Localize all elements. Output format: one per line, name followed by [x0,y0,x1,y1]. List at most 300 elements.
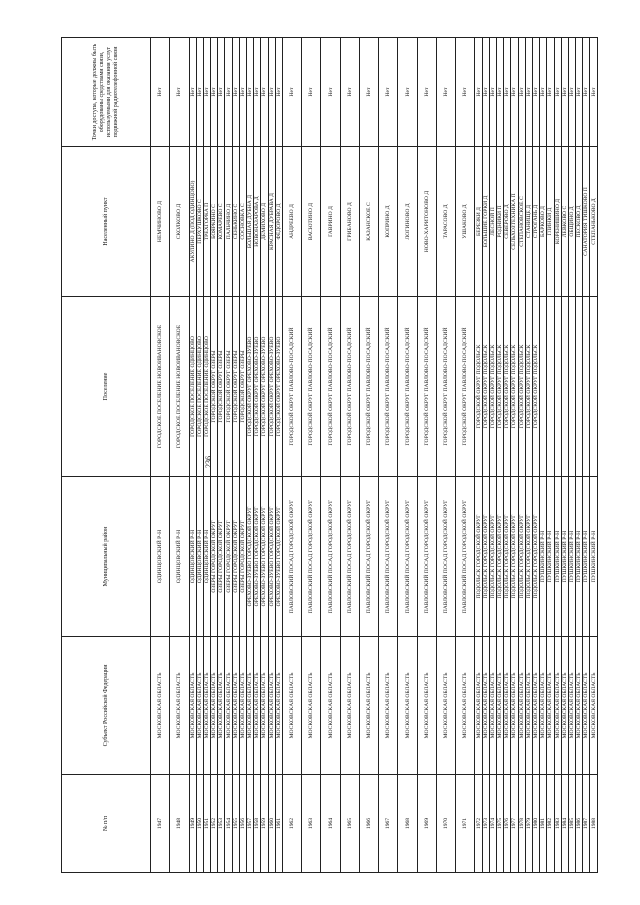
row-district: ОДИНЦОВСКИЙ Р-Н [196,477,203,637]
row-number: 1974 [489,775,496,873]
row-locality: БОЛЬШАЯ ДУБНА Д [247,147,254,297]
row-settlement: ГОРОДСКОЙ ОКРУГ ПАВЛОВО-ПОСАДСКИЙ [398,297,417,477]
row-subject: МОСКОВСКАЯ ОБЛАСТЬ [417,637,436,775]
row-number: 1953 [218,775,225,873]
row-subject: МОСКОВСКАЯ ОБЛАСТЬ [239,637,246,775]
row-number: 1969 [417,775,436,873]
row-answer: Нет [203,38,210,147]
row-settlement: ГОРОДСКОЙ ОКРУГ ПОДОЛЬСК [489,297,496,477]
row-number: 1978 [518,775,525,873]
row-subject: МОСКОВСКАЯ ОБЛАСТЬ [261,637,268,775]
row-settlement: ГОРОДСКОЙ ОКРУГ ОРЕХОВО-ЗУЕВО [261,297,268,477]
row-settlement: ГОРОДСКОЙ ОКРУГ ПОДОЛЬСК [532,297,539,477]
row-settlement: ГОРОДСКОЙ ОКРУГ ОРЕХОВО-ЗУЕВО [268,297,275,477]
row-subject: МОСКОВСКАЯ ОБЛАСТЬ [504,637,511,775]
row-answer: Нет [525,38,532,147]
row-number: 1987 [583,775,590,873]
row-subject: МОСКОВСКАЯ ОБЛАСТЬ [456,637,475,775]
row-subject: МОСКОВСКАЯ ОБЛАСТЬ [561,637,568,775]
row-subject: МОСКОВСКАЯ ОБЛАСТЬ [218,637,225,775]
row-settlement: ГОРОДСКОЙ ОКРУГ ПАВЛОВО-ПОСАДСКИЙ [321,297,340,477]
row-subject: МОСКОВСКАЯ ОБЛАСТЬ [583,637,590,775]
row-locality: ОБЩИНО Д [568,147,575,297]
table-row [268,38,275,873]
row-settlement [583,297,590,477]
row-subject: МОСКОВСКАЯ ОБЛАСТЬ [568,637,575,775]
row-number: 1971 [456,775,475,873]
row-locality: БОЯРКИНО С [211,147,218,297]
row-subject: МОСКОВСКАЯ ОБЛАСТЬ [475,637,482,775]
row-settlement: ГОРОДСКОЙ ОКРУГ ОЗЕРЫ [218,297,225,477]
row-settlement [554,297,561,477]
row-locality: НОВОНАЗАРОВА Д [254,147,261,297]
row-locality: БОЛЬШИЕ ГОРКИ Д [482,147,489,297]
row-district: ПУШКИНСКИЙ Р-Н [590,477,597,637]
row-answer: Нет [254,38,261,147]
row-district: ОРЕХОВО-ЗУЕВО ГОРОДСКОЙ ОКРУГ [254,477,261,637]
row-settlement: ГОРОДСКОЙ ОКРУГ ОЗЕРЫ [211,297,218,477]
row-locality: ФЕДОРОВО Д [275,147,282,297]
table-row [340,38,359,873]
row-subject: МОСКОВСКАЯ ОБЛАСТЬ [540,637,547,775]
row-district: ОЗЕРЫ ГОРОДСКОЙ ОКРУГ [211,477,218,637]
table-row [398,38,417,873]
row-locality: ПЕРХУШКОВО С [196,147,203,297]
row-settlement: ГОРОДСКОЙ ОКРУГ ПОДОЛЬСК [504,297,511,477]
row-number: 1961 [275,775,282,873]
header-num: № п/п [62,775,151,873]
row-district: ПАВЛОВСКИЙ ПОСАД ГОРОДСКОЙ ОКРУГ [321,477,340,637]
row-locality: СЕНЬКИНО С [232,147,239,297]
row-answer: Нет [497,38,504,147]
row-subject: МОСКОВСКАЯ ОБЛАСТЬ [590,637,597,775]
table-row [504,38,511,873]
row-district: ПАВЛОВСКИЙ ПОСАД ГОРОДСКОЙ ОКРУГ [379,477,398,637]
row-number: 1955 [232,775,239,873]
row-answer: Нет [590,38,597,147]
table-row [302,38,321,873]
row-district: ПОДОЛЬСК ГОРОДСКОЙ ОКРУГ [511,477,518,637]
row-district: ПАВЛОВСКИЙ ПОСАД ГОРОДСКОЙ ОКРУГ [359,477,378,637]
row-locality: СЕЛЬХОЗТЕХНИКА П [511,147,518,297]
row-number: 1972 [475,775,482,873]
row-subject: МОСКОВСКАЯ ОБЛАСТЬ [151,637,170,775]
row-district: ПОДОЛЬСК ГОРОДСКОЙ ОКРУГ [489,477,496,637]
table-row [254,38,261,873]
row-settlement: ГОРОДСКОЙ ОКРУГ ОРЕХОВО-ЗУЕВО [275,297,282,477]
row-district: ПОДОЛЬСК ГОРОДСКОЙ ОКРУГ [518,477,525,637]
row-settlement: ГОРОДСКОЙ ОКРУГ ПОДОЛЬСК [518,297,525,477]
row-locality: НОВО-ХАРИТОНОВО Д [417,147,436,297]
row-subject: МОСКОВСКАЯ ОБЛАСТЬ [489,637,496,775]
row-district: ОДИНЦОВСКИЙ Р-Н [170,477,189,637]
row-number: 1981 [540,775,547,873]
row-answer: Нет [532,38,539,147]
row-subject: МОСКОВСКАЯ ОБЛАСТЬ [554,637,561,775]
row-subject: МОСКОВСКАЯ ОБЛАСТЬ [340,637,359,775]
row-locality: БАРКОВО Д [540,147,547,297]
row-subject: МОСКОВСКАЯ ОБЛАСТЬ [254,637,261,775]
row-settlement: ГОРОДСКОЙ ОКРУГ ПОДОЛЬСК [525,297,532,477]
table-row [547,38,554,873]
row-locality: НЕМЧИНОВО Д [151,147,170,297]
row-settlement: ГОРОДСКОЙ ОКРУГ ПАВЛОВО-ПОСАДСКИЙ [302,297,321,477]
row-subject: МОСКОВСКАЯ ОБЛАСТЬ [525,637,532,775]
table-row [321,38,340,873]
row-settlement: ГОРОДСКОЙ ОКРУГ ПАВЛОВО-ПОСАДСКИЙ [456,297,475,477]
row-district: ПОДОЛЬСК ГОРОДСКОЙ ОКРУГ [525,477,532,637]
row-locality: АКУЛИНО Д (ПОД ОДИНЦОВО) [189,147,196,297]
table-row [436,38,455,873]
row-answer: Нет [196,38,203,147]
row-number: 1986 [576,775,583,873]
row-locality: АНДРЕЕВО Д [282,147,301,297]
row-locality: СЕВЕРОВО Д [504,147,511,297]
row-number: 1980 [532,775,539,873]
table-row [532,38,539,873]
row-locality: СТЕПАНЬКОВО Д [590,147,597,297]
row-subject: МОСКОВСКАЯ ОБЛАСТЬ [497,637,504,775]
row-district: ОРЕХОВО-ЗУЕВО ГОРОДСКОЙ ОКРУГ [268,477,275,637]
row-settlement [547,297,554,477]
row-district: ПАВЛОВСКИЙ ПОСАД ГОРОДСКОЙ ОКРУГ [282,477,301,637]
row-district: ПАВЛОВСКИЙ ПОСАД ГОРОДСКОЙ ОКРУГ [417,477,436,637]
row-number: 1984 [561,775,568,873]
page-number: 236 [204,456,213,468]
row-answer: Нет [268,38,275,147]
row-answer: Нет [417,38,436,147]
row-number: 1967 [379,775,398,873]
row-locality: УШАКОВО Д [456,147,475,297]
row-district: ПОДОЛЬСК ГОРОДСКОЙ ОКРУГ [482,477,489,637]
table-row [232,38,239,873]
row-district: ОЗЕРЫ ГОРОДСКОЙ ОКРУГ [218,477,225,637]
table-row [239,38,246,873]
row-number: 1956 [239,775,246,873]
row-district: ПОДОЛЬСК ГОРОДСКОЙ ОКРУГ [497,477,504,637]
row-subject: МОСКОВСКАЯ ОБЛАСТЬ [225,637,232,775]
table-row [282,38,301,873]
row-district: ОДИНЦОВСКИЙ Р-Н [203,477,210,637]
table-row [540,38,547,873]
row-number: 1957 [247,775,254,873]
row-number: 1952 [211,775,218,873]
row-number: 1947 [151,775,170,873]
table-row [218,38,225,873]
table-row [482,38,489,873]
row-number: 1966 [359,775,378,873]
row-subject: МОСКОВСКАЯ ОБЛАСТЬ [532,637,539,775]
row-district: ПАВЛОВСКИЙ ПОСАД ГОРОДСКОЙ ОКРУГ [302,477,321,637]
row-number: 1951 [203,775,210,873]
table-row [417,38,436,873]
row-subject: МОСКОВСКАЯ ОБЛАСТЬ [321,637,340,775]
table-row [518,38,525,873]
row-answer: Нет [540,38,547,147]
table-row [456,38,475,873]
row-settlement [590,297,597,477]
row-district: ПАВЛОВСКИЙ ПОСАД ГОРОДСКОЙ ОКРУГ [398,477,417,637]
row-district: ОЗЕРЫ ГОРОДСКОЙ ОКРУГ [225,477,232,637]
row-district: ПУШКИНСКИЙ Р-Н [561,477,568,637]
row-number: 1988 [590,775,597,873]
row-locality: ЛЕВКОВО С [561,147,568,297]
row-answer: Нет [436,38,455,147]
row-district: ПАВЛОВСКИЙ ПОСАД ГОРОДСКОЙ ОКРУГ [340,477,359,637]
row-answer: Нет [482,38,489,147]
row-subject: МОСКОВСКАЯ ОБЛАСТЬ [398,637,417,775]
row-answer: Нет [518,38,525,147]
row-settlement: ГОРОДСКОЕ ПОСЕЛЕНИЕ ОДИНЦОВО [203,297,210,477]
row-answer: Нет [554,38,561,147]
rotated-table-wrapper [61,38,596,873]
row-subject: МОСКОВСКАЯ ОБЛАСТЬ [268,637,275,775]
row-locality: КОПРИНО Д [379,147,398,297]
table-row [196,38,203,873]
header-district: Муниципальный район [62,477,151,637]
row-number: 1962 [282,775,301,873]
row-number: 1948 [170,775,189,873]
row-answer: Нет [225,38,232,147]
row-locality: ТАРАСОВО Д [436,147,455,297]
table-body [151,38,598,873]
row-answer: Нет [302,38,321,147]
row-number: 1959 [261,775,268,873]
table-row [151,38,170,873]
table-row [379,38,398,873]
table-row [568,38,575,873]
row-number: 1982 [547,775,554,873]
row-settlement: ГОРОДСКОЙ ОКРУГ ОЗЕРЫ [232,297,239,477]
row-answer: Нет [211,38,218,147]
table-row [475,38,482,873]
row-number: 1968 [398,775,417,873]
row-locality: САНАТОРИЯ ТИШКОВО П [583,147,590,297]
table-header-row [62,38,151,873]
row-subject: МОСКОВСКАЯ ОБЛАСТЬ [379,637,398,775]
row-answer: Нет [239,38,246,147]
table-row [489,38,496,873]
row-district: ПУШКИНСКИЙ Р-Н [540,477,547,637]
row-locality: КОРЕНИШИНО Д [554,147,561,297]
row-locality: КРАСНАЯ ДУБРАВА Д [268,147,275,297]
row-subject: МОСКОВСКАЯ ОБЛАСТЬ [232,637,239,775]
row-number: 1979 [525,775,532,873]
row-answer: Нет [261,38,268,147]
table-row [525,38,532,873]
row-answer: Нет [379,38,398,147]
row-district: ПУШКИНСКИЙ Р-Н [583,477,590,637]
row-number: 1954 [225,775,232,873]
row-answer: Нет [547,38,554,147]
row-district: ПАВЛОВСКИЙ ПОСАД ГОРОДСКОЙ ОКРУГ [456,477,475,637]
table-row [261,38,268,873]
row-settlement [561,297,568,477]
row-answer: Нет [504,38,511,147]
row-district: ОДИНЦОВСКИЙ Р-Н [189,477,196,637]
row-answer: Нет [218,38,225,147]
row-answer: Нет [475,38,482,147]
row-locality: СОСНОВКА С [239,147,246,297]
row-answer: Нет [321,38,340,147]
table-row [225,38,232,873]
row-settlement [568,297,575,477]
row-district: ПОДОЛЬСК ГОРОДСКОЙ ОКРУГ [475,477,482,637]
row-locality: ГРИБАНОВО Д [340,147,359,297]
row-number: 1970 [436,775,455,873]
table-row [211,38,218,873]
row-settlement: ГОРОДСКОЙ ОКРУГ ПАВЛОВО-ПОСАДСКИЙ [359,297,378,477]
row-locality: ДЕМИХОВО Д [261,147,268,297]
row-answer: Нет [568,38,575,147]
row-locality: ЛОГИНОВО Д [398,147,417,297]
row-district: ОЗЕРЫ ГОРОДСКОЙ ОКРУГ [232,477,239,637]
row-locality: ВАСЮТИНО Д [302,147,321,297]
table-row [170,38,189,873]
table-row [554,38,561,873]
row-district: ОРЕХОВО-ЗУЕВО ГОРОДСКОЙ ОКРУГ [275,477,282,637]
row-district: ОЗЕРЫ ГОРОДСКОЙ ОКРУГ [239,477,246,637]
row-locality: КАЗАНСКОЕ С [359,147,378,297]
row-subject: МОСКОВСКАЯ ОБЛАСТЬ [547,637,554,775]
row-number: 1976 [504,775,511,873]
row-district: ПОДОЛЬСК ГОРОДСКОЙ ОКРУГ [532,477,539,637]
row-locality: КОМАРЕВО С [218,147,225,297]
table-row [511,38,518,873]
row-number: 1977 [511,775,518,873]
row-subject: МОСКОВСКАЯ ОБЛАСТЬ [436,637,455,775]
row-subject: МОСКОВСКАЯ ОБЛАСТЬ [511,637,518,775]
row-answer: Нет [151,38,170,147]
table-row [189,38,196,873]
row-answer: Нет [359,38,378,147]
table-row [561,38,568,873]
row-locality: ГЛИНКИ Д [547,147,554,297]
row-district: ПУШКИНСКИЙ Р-Н [568,477,575,637]
row-answer: Нет [511,38,518,147]
row-settlement: ГОРОДСКОЙ ОКРУГ ПОДОЛЬСК [482,297,489,477]
row-settlement: ГОРОДСКОЕ ПОСЕЛЕНИЕ ОДИНЦОВО [196,297,203,477]
row-locality: РОДНИКИ П [497,147,504,297]
header-locality: Населенный пункт [62,147,151,297]
row-number: 1949 [189,775,196,873]
row-subject: МОСКОВСКАЯ ОБЛАСТЬ [302,637,321,775]
row-number: 1973 [482,775,489,873]
row-settlement [540,297,547,477]
row-settlement: ГОРОДСКОЙ ОКРУГ ПАВЛОВО-ПОСАДСКИЙ [282,297,301,477]
row-answer: Нет [189,38,196,147]
row-district: ОРЕХОВО-ЗУЕВО ГОРОДСКОЙ ОКРУГ [247,477,254,637]
row-district: ПАВЛОВСКИЙ ПОСАД ГОРОДСКОЙ ОКРУГ [436,477,455,637]
table-row [275,38,282,873]
row-answer: Нет [456,38,475,147]
row-subject: МОСКОВСКАЯ ОБЛАСТЬ [282,637,301,775]
row-locality: СКОЛКОВО Д [170,147,189,297]
row-settlement: ГОРОДСКОЙ ОКРУГ ПАВЛОВО-ПОСАДСКИЙ [417,297,436,477]
table-row [247,38,254,873]
row-district: ПУШКИНСКИЙ Р-Н [554,477,561,637]
header-subject: Субъект Российской Федерации [62,637,151,775]
row-subject: МОСКОВСКАЯ ОБЛАСТЬ [196,637,203,775]
row-settlement: ГОРОДСКОЕ ПОСЕЛЕНИЕ НОВОИВАНОВСКОЕ [151,297,170,477]
row-locality: ПЕСКОВО Д [576,147,583,297]
row-locality: СТАНИЩЕ Д [525,147,532,297]
row-answer: Нет [170,38,189,147]
row-subject: МОСКОВСКАЯ ОБЛАСТЬ [170,637,189,775]
row-settlement: ГОРОДСКОЕ ПОСЕЛЕНИЕ ОДИНЦОВО [189,297,196,477]
row-subject: МОСКОВСКАЯ ОБЛАСТЬ [203,637,210,775]
row-subject: МОСКОВСКАЯ ОБЛАСТЬ [359,637,378,775]
row-subject: МОСКОВСКАЯ ОБЛАСТЬ [518,637,525,775]
row-settlement: ГОРОДСКОЙ ОКРУГ ПОДОЛЬСК [511,297,518,477]
row-locality: ТРЕХГОРКА П [203,147,210,297]
row-number: 1950 [196,775,203,873]
row-answer: Нет [561,38,568,147]
row-subject: МОСКОВСКАЯ ОБЛАСТЬ [247,637,254,775]
row-answer: Нет [576,38,583,147]
row-district: ОРЕХОВО-ЗУЕВО ГОРОДСКОЙ ОКРУГ [261,477,268,637]
row-settlement: ГОРОДСКОЙ ОКРУГ ПАВЛОВО-ПОСАДСКИЙ [379,297,398,477]
locality-table [61,37,598,873]
row-locality: БЕРЕЗКИ Д [475,147,482,297]
row-settlement: ГОРОДСКОЙ ОКРУГ ПОДОЛЬСК [475,297,482,477]
row-subject: МОСКОВСКАЯ ОБЛАСТЬ [482,637,489,775]
row-locality: ЛЕСНОЙ П [489,147,496,297]
row-settlement: ГОРОДСКОЙ ОКРУГ ПАВЛОВО-ПОСАДСКИЙ [340,297,359,477]
table-row [203,38,210,873]
row-number: 1960 [268,775,275,873]
header-answer: Точки доступа, которые должны быть оборудованы средствами связи, используемыми для оказания услуг подвижной радиотелефонной связи [62,38,151,147]
row-locality: СТЕПАНОВСКОЕ С [518,147,525,297]
header-settlement: Поселение [62,297,151,477]
row-answer: Нет [489,38,496,147]
row-answer: Нет [232,38,239,147]
row-number: 1985 [568,775,575,873]
row-subject: МОСКОВСКАЯ ОБЛАСТЬ [211,637,218,775]
row-district: ПОДОЛЬСК ГОРОДСКОЙ ОКРУГ [504,477,511,637]
row-settlement: ГОРОДСКОЕ ПОСЕЛЕНИЕ НОВОИВАНОВСКОЕ [170,297,189,477]
row-district: ПУШКИНСКИЙ Р-Н [576,477,583,637]
row-number: 1958 [254,775,261,873]
table-row [576,38,583,873]
row-number: 1964 [321,775,340,873]
row-locality: ПАЛЬЧИНО Д [225,147,232,297]
row-answer: Нет [275,38,282,147]
table-row [590,38,597,873]
row-settlement: ГОРОДСКОЙ ОКРУГ ОЗЕРЫ [239,297,246,477]
row-subject: МОСКОВСКАЯ ОБЛАСТЬ [189,637,196,775]
row-settlement [576,297,583,477]
row-number: 1963 [302,775,321,873]
row-subject: МОСКОВСКАЯ ОБЛАСТЬ [576,637,583,775]
row-settlement: ГОРОДСКОЙ ОКРУГ ПОДОЛЬСК [497,297,504,477]
row-answer: Нет [247,38,254,147]
row-district: ОДИНЦОВСКИЙ Р-Н [151,477,170,637]
table-row [497,38,504,873]
row-answer: Нет [583,38,590,147]
row-district: ПУШКИНСКИЙ Р-Н [547,477,554,637]
row-subject: МОСКОВСКАЯ ОБЛАСТЬ [275,637,282,775]
row-number: 1983 [554,775,561,873]
row-settlement: ГОРОДСКОЙ ОКРУГ ОРЕХОВО-ЗУЕВО [254,297,261,477]
row-answer: Нет [282,38,301,147]
row-answer: Нет [340,38,359,147]
row-number: 1975 [497,775,504,873]
row-locality: ГАВРИНО Д [321,147,340,297]
row-settlement: ГОРОДСКОЙ ОКРУГ ОРЕХОВО-ЗУЕВО [247,297,254,477]
table-row [583,38,590,873]
row-number: 1965 [340,775,359,873]
